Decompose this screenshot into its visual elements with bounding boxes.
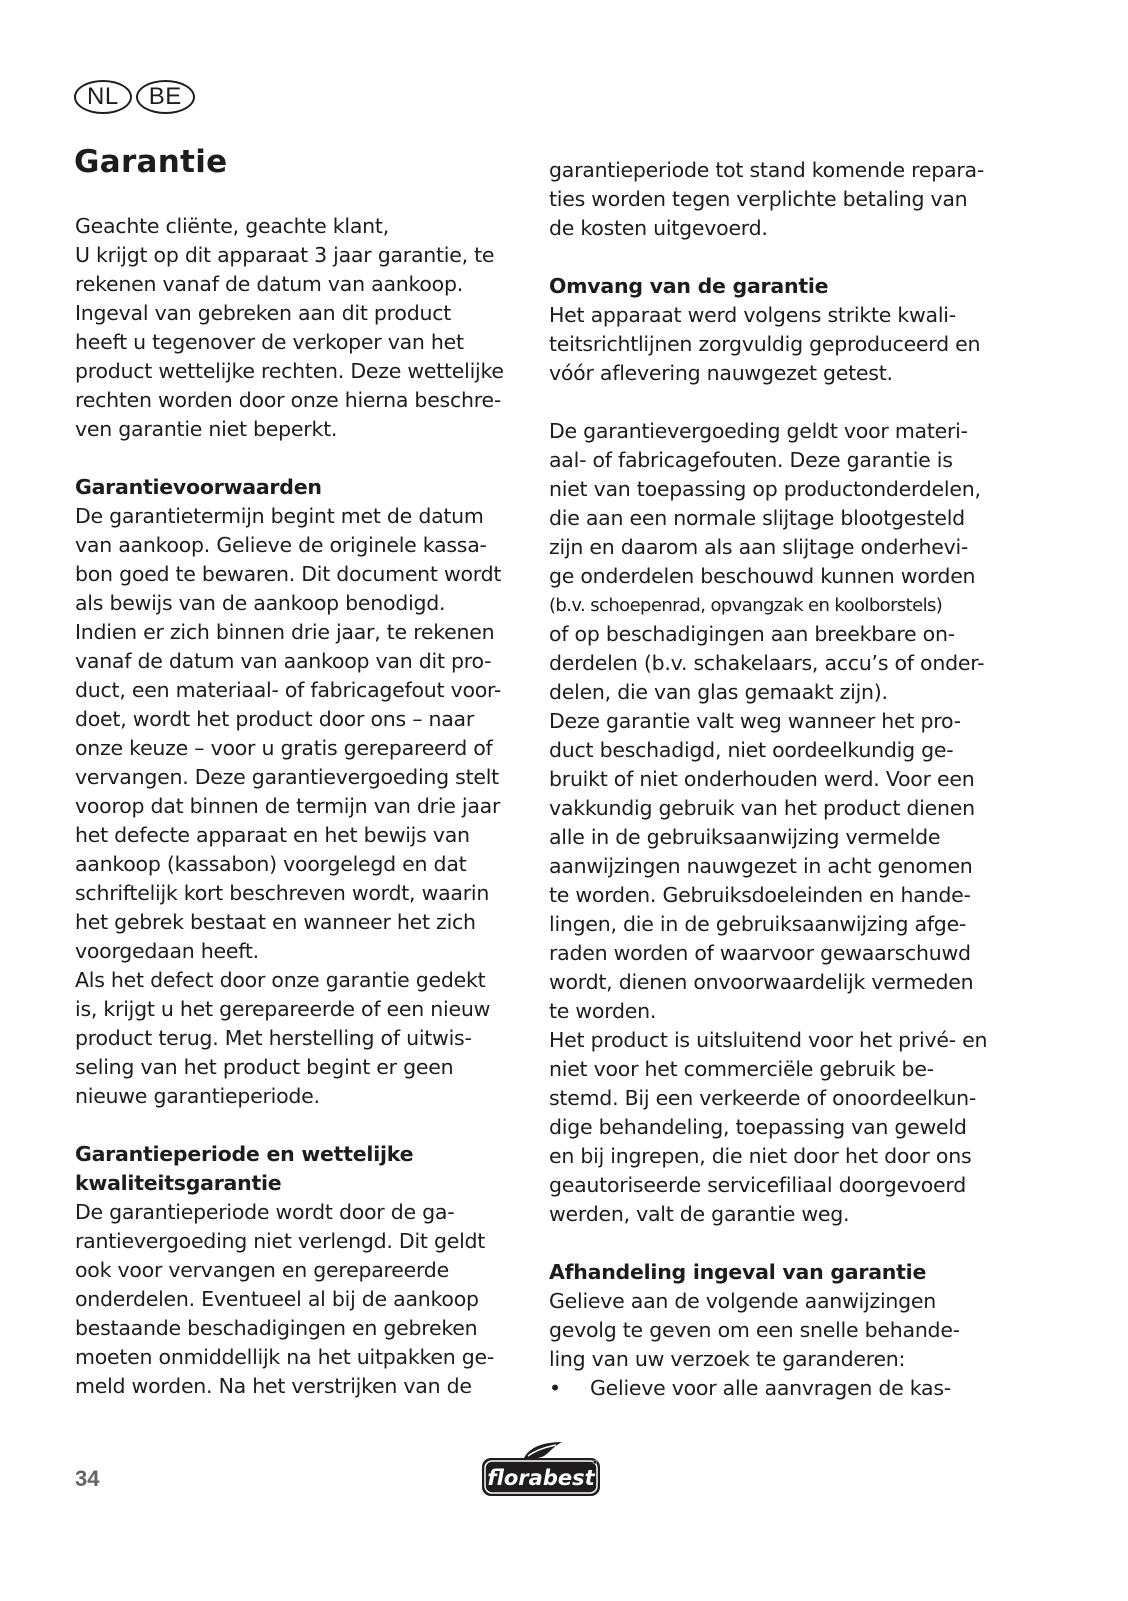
body-text-line: stemd. Bij een verkeerde of onoordeelkun-	[549, 1086, 977, 1110]
body-text-line: vanaf de datum van aankoop van dit pro-	[75, 649, 492, 673]
body-text-line: voorop dat binnen de termijn van drie jaar	[75, 794, 501, 818]
language-badges	[74, 80, 195, 114]
body-text-line: het defecte apparaat en het bewijs van	[75, 823, 470, 847]
body-text-line: vakkundig gebruik van het product dienen	[549, 796, 975, 820]
body-text-line: vóór aflevering nauwgezet getest.	[549, 361, 893, 385]
body-text-line: ling van uw verzoek te garanderen:	[549, 1347, 906, 1371]
language-badge-be: BE	[136, 80, 195, 114]
language-badge-nl: NL	[74, 80, 132, 114]
body-text-line: gevolg te geven om een snelle behande-	[549, 1318, 960, 1342]
body-text-line: heeft u tegenover de verkoper van het	[75, 330, 464, 354]
body-text-line: die aan een normale slijtage blootgesteld	[549, 506, 965, 530]
body-text-line: product terug. Met herstelling of uitwis-	[75, 1026, 472, 1050]
body-text-line: niet voor het commerciële gebruik be-	[549, 1057, 934, 1081]
body-text-line: Het apparaat werd volgens strikte kwali-	[549, 303, 956, 327]
body-text-line: aal- of fabricagefouten. Deze garantie is	[549, 448, 953, 472]
paragraph-gap	[549, 1229, 999, 1258]
body-text-line: dige behandeling, toepassing van geweld	[549, 1115, 967, 1139]
body-text-line: Als het defect door onze garantie gedekt	[75, 968, 486, 992]
body-text-line: doet, wordt het product door ons – naar	[75, 707, 475, 731]
svg-text:florabest: florabest	[487, 1466, 595, 1490]
body-text-line: product wettelijke rechten. Deze wettelijke	[75, 359, 504, 383]
paragraph-gap	[549, 388, 999, 417]
body-text-line: derdelen (b.v. schakelaars, accu’s of onder-	[549, 651, 985, 675]
body-text-line: onderdelen. Eventueel al bij de aankoop	[75, 1287, 479, 1311]
section-heading: kwaliteitsgarantie	[75, 1171, 282, 1195]
body-text-line: Gelieve aan de volgende aanwijzingen	[549, 1289, 937, 1313]
body-text-line: zijn en daarom als aan slijtage onderhevi-	[549, 535, 969, 559]
body-text-line: raden worden of waarvoor gewaarschuwd	[549, 941, 971, 965]
page-number: 34	[75, 1466, 100, 1491]
body-text-line: te worden.	[549, 999, 657, 1023]
section-heading: Garantievoorwaarden	[75, 475, 322, 499]
body-text-line: Het product is uitsluitend voor het privé- en	[549, 1028, 988, 1052]
body-text-line: De garantieperiode wordt door de ga-	[75, 1200, 455, 1224]
body-text-line: Indien er zich binnen drie jaar, te rekenen	[75, 620, 495, 644]
paragraph-gap	[549, 243, 999, 272]
body-text-line: voorgedaan heeft.	[75, 939, 259, 963]
body-text-line: bon goed te bewaren. Dit document wordt	[75, 562, 502, 586]
body-text-line: ge onderdelen beschouwd kunnen worden	[549, 564, 976, 588]
body-text-line: ties worden tegen verplichte betaling van	[549, 187, 968, 211]
body-text-line: Ingeval van gebreken aan dit product	[75, 301, 452, 325]
body-text-line: seling van het product begint er geen	[75, 1055, 454, 1079]
body-text-line: De garantietermijn begint met de datum	[75, 504, 484, 528]
body-text-line: vervangen. Deze garantievergoeding stelt	[75, 765, 499, 789]
body-text-line: bruikt of niet onderhouden werd. Voor een	[549, 767, 975, 791]
florabest-logo	[480, 1440, 604, 1498]
body-text-line: de kosten uitgevoerd.	[549, 216, 768, 240]
body-text-line: niet van toepassing op productonderdelen,	[549, 477, 981, 501]
body-text-line: aanwijzingen nauwgezet in acht genomen	[549, 854, 973, 878]
body-text-line: meld worden. Na het verstrijken van de	[75, 1374, 472, 1398]
body-text-line: U krijgt op dit apparaat 3 jaar garantie, te	[75, 243, 495, 267]
bullet-icon: •	[549, 1376, 561, 1400]
body-text-line: werden, valt de garantie weg.	[549, 1202, 850, 1226]
body-text-line: te worden. Gebruiksdoeleinden en hande-	[549, 883, 971, 907]
leaf-logo-icon	[480, 1440, 604, 1498]
right-column	[549, 156, 999, 1403]
body-text-line: aankoop (kassabon) voorgelegd en dat	[75, 852, 467, 876]
paragraph-gap	[75, 444, 525, 473]
body-text-line: lingen, die in de gebruiksaanwijzing afge-	[549, 912, 967, 936]
body-text-line: en bij ingrepen, die niet door het door ons	[549, 1144, 972, 1168]
body-text-line: als bewijs van de aankoop benodigd.	[75, 591, 446, 615]
body-text-line: onze keuze – voor u gratis gerepareerd of	[75, 736, 493, 760]
body-text-line: geautoriseerde servicefiliaal doorgevoerd	[549, 1173, 966, 1197]
body-text-line: garantieperiode tot stand komende repara-	[549, 158, 984, 182]
body-text-line: of op beschadigingen aan breekbare on-	[549, 622, 955, 646]
body-text-line: duct, een materiaal- of fabricagefout voor-	[75, 678, 502, 702]
body-text-line: duct beschadigd, niet oordeelkundig ge-	[549, 738, 954, 762]
body-text-line: moeten onmiddellijk na het uitpakken ge-	[75, 1345, 494, 1369]
body-text-line: alle in de gebruiksaanwijzing vermelde	[549, 825, 941, 849]
body-text-line: wordt, dienen onvoorwaardelijk vermeden	[549, 970, 974, 994]
section-heading: Omvang van de garantie	[549, 274, 829, 298]
body-text-line: bestaande beschadigingen en gebreken	[75, 1316, 478, 1340]
body-text-line: (b.v. schoepenrad, opvangzak en koolborstels)	[549, 595, 943, 616]
body-text-line: rekenen vanaf de datum van aankoop.	[75, 272, 463, 296]
section-heading: Afhandeling ingeval van garantie	[549, 1260, 927, 1284]
body-text-line: ook voor vervangen en gerepareerde	[75, 1258, 449, 1282]
body-text-line: Deze garantie valt weg wanneer het pro-	[549, 709, 961, 733]
body-text-line: delen, die van glas gemaakt zijn).	[549, 680, 888, 704]
body-text-line: is, krijgt u het gerepareerde of een nieuw	[75, 997, 491, 1021]
body-text-line: De garantievergoeding geldt voor materi-	[549, 419, 968, 443]
left-column	[75, 212, 525, 1401]
section-heading: Garantieperiode en wettelijke	[75, 1142, 414, 1166]
body-text-line: het gebrek bestaat en wanneer het zich	[75, 910, 476, 934]
body-text-line: Geachte cliënte, geachte klant,	[75, 214, 389, 238]
body-text-line: nieuwe garantieperiode.	[75, 1084, 320, 1108]
paragraph-gap	[75, 1111, 525, 1140]
page-title: Garantie	[74, 144, 228, 180]
bullet-text: Gelieve voor alle aanvragen de kas-	[590, 1376, 951, 1400]
bullet-list-item	[549, 1374, 999, 1403]
body-text-line: ven garantie niet beperkt.	[75, 417, 338, 441]
body-text-line: rechten worden door onze hierna beschre-	[75, 388, 501, 412]
body-text-line: teitsrichtlijnen zorgvuldig geproduceerd en	[549, 332, 981, 356]
body-text-line: schriftelijk kort beschreven wordt, waarin	[75, 881, 490, 905]
body-text-line: van aankoop. Gelieve de originele kassa-	[75, 533, 487, 557]
body-text-line: rantievergoeding niet verlengd. Dit geldt	[75, 1229, 486, 1253]
